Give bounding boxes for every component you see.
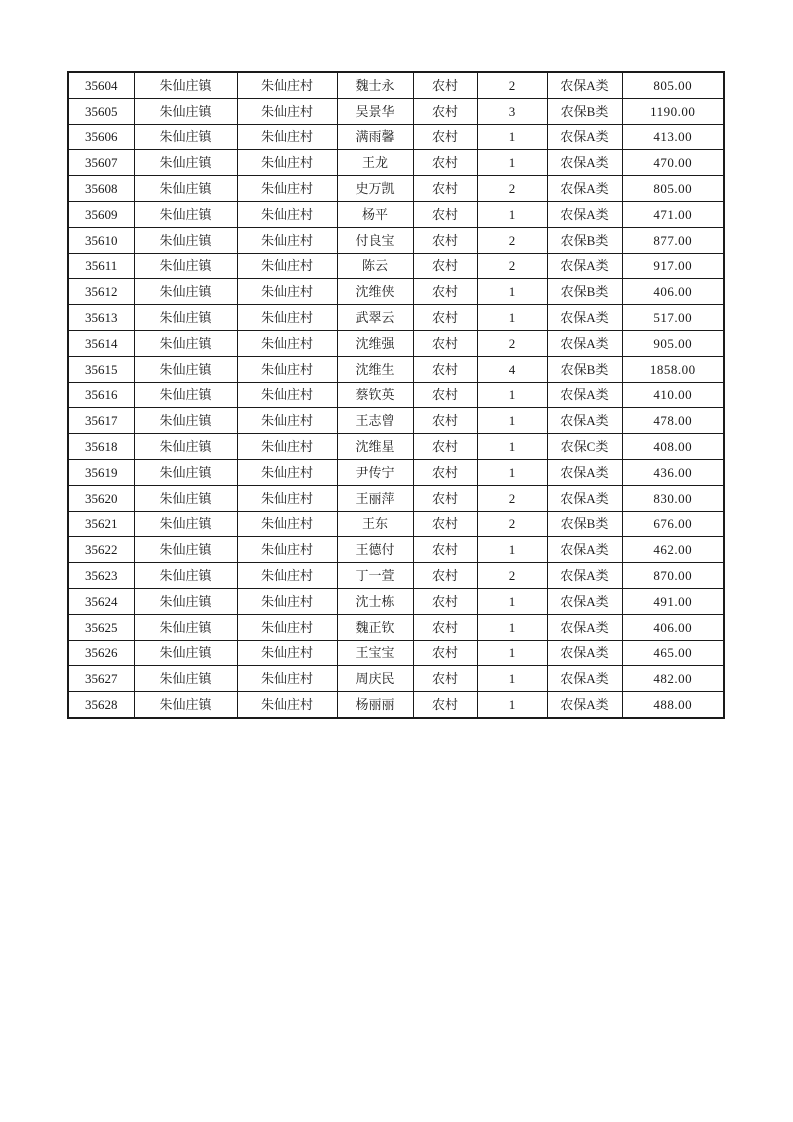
cell-person-count: 2 [477,330,547,356]
table-row [68,563,724,589]
cell-name: 魏士永 [337,72,413,98]
cell-insurance-category: 农保B类 [547,279,622,305]
cell-name: 沈维星 [337,434,413,460]
cell-person-count: 2 [477,511,547,537]
cell-village: 朱仙庄村 [237,537,337,563]
table-row [68,98,724,124]
cell-town: 朱仙庄镇 [134,537,237,563]
cell-village: 朱仙庄村 [237,640,337,666]
cell-person-count: 1 [477,434,547,460]
cell-household-type: 农村 [413,537,477,563]
cell-person-count: 2 [477,253,547,279]
cell-name: 杨平 [337,201,413,227]
table-row [68,150,724,176]
cell-village: 朱仙庄村 [237,330,337,356]
cell-amount: 413.00 [622,124,724,150]
cell-record-id: 35613 [68,305,134,331]
cell-household-type: 农村 [413,408,477,434]
cell-person-count: 1 [477,408,547,434]
cell-person-count: 1 [477,640,547,666]
cell-village: 朱仙庄村 [237,563,337,589]
cell-household-type: 农村 [413,227,477,253]
cell-village: 朱仙庄村 [237,588,337,614]
cell-town: 朱仙庄镇 [134,150,237,176]
cell-amount: 471.00 [622,201,724,227]
cell-village: 朱仙庄村 [237,150,337,176]
table-row [68,434,724,460]
cell-household-type: 农村 [413,563,477,589]
cell-amount: 830.00 [622,485,724,511]
cell-village: 朱仙庄村 [237,305,337,331]
table-row [68,640,724,666]
cell-name: 蔡钦英 [337,382,413,408]
cell-village: 朱仙庄村 [237,176,337,202]
cell-insurance-category: 农保A类 [547,640,622,666]
cell-name: 王龙 [337,150,413,176]
cell-household-type: 农村 [413,459,477,485]
cell-person-count: 1 [477,459,547,485]
cell-record-id: 35607 [68,150,134,176]
cell-village: 朱仙庄村 [237,459,337,485]
cell-amount: 478.00 [622,408,724,434]
cell-town: 朱仙庄镇 [134,330,237,356]
cell-insurance-category: 农保A类 [547,201,622,227]
cell-town: 朱仙庄镇 [134,253,237,279]
cell-amount: 406.00 [622,614,724,640]
cell-town: 朱仙庄镇 [134,279,237,305]
table-row [68,253,724,279]
cell-insurance-category: 农保A类 [547,330,622,356]
table-row [68,408,724,434]
cell-record-id: 35627 [68,666,134,692]
cell-village: 朱仙庄村 [237,382,337,408]
cell-town: 朱仙庄镇 [134,98,237,124]
cell-record-id: 35624 [68,588,134,614]
table-row [68,614,724,640]
cell-village: 朱仙庄村 [237,72,337,98]
cell-town: 朱仙庄镇 [134,382,237,408]
cell-name: 尹传宁 [337,459,413,485]
cell-town: 朱仙庄镇 [134,459,237,485]
table-row [68,537,724,563]
cell-town: 朱仙庄镇 [134,588,237,614]
cell-amount: 917.00 [622,253,724,279]
cell-town: 朱仙庄镇 [134,614,237,640]
cell-amount: 408.00 [622,434,724,460]
cell-household-type: 农村 [413,98,477,124]
table-body [68,72,724,718]
cell-village: 朱仙庄村 [237,408,337,434]
table-row [68,227,724,253]
cell-record-id: 35616 [68,382,134,408]
cell-town: 朱仙庄镇 [134,124,237,150]
cell-record-id: 35628 [68,692,134,718]
cell-record-id: 35618 [68,434,134,460]
cell-person-count: 1 [477,382,547,408]
cell-name: 沈维强 [337,330,413,356]
cell-household-type: 农村 [413,279,477,305]
cell-name: 王志曾 [337,408,413,434]
cell-insurance-category: 农保A类 [547,692,622,718]
cell-household-type: 农村 [413,330,477,356]
cell-record-id: 35619 [68,459,134,485]
table-row [68,124,724,150]
cell-town: 朱仙庄镇 [134,511,237,537]
cell-insurance-category: 农保A类 [547,485,622,511]
cell-record-id: 35615 [68,356,134,382]
cell-name: 沈维侠 [337,279,413,305]
cell-amount: 491.00 [622,588,724,614]
cell-person-count: 3 [477,98,547,124]
table-row [68,666,724,692]
cell-name: 王东 [337,511,413,537]
cell-amount: 905.00 [622,330,724,356]
cell-town: 朱仙庄镇 [134,201,237,227]
cell-town: 朱仙庄镇 [134,434,237,460]
cell-name: 王丽萍 [337,485,413,511]
cell-name: 满雨馨 [337,124,413,150]
table-row [68,72,724,98]
cell-name: 周庆民 [337,666,413,692]
cell-town: 朱仙庄镇 [134,356,237,382]
cell-amount: 436.00 [622,459,724,485]
cell-household-type: 农村 [413,72,477,98]
cell-person-count: 1 [477,124,547,150]
cell-amount: 805.00 [622,176,724,202]
cell-household-type: 农村 [413,124,477,150]
cell-village: 朱仙庄村 [237,511,337,537]
cell-record-id: 35614 [68,330,134,356]
table-row [68,356,724,382]
cell-village: 朱仙庄村 [237,124,337,150]
cell-amount: 470.00 [622,150,724,176]
cell-insurance-category: 农保A类 [547,305,622,331]
cell-household-type: 农村 [413,511,477,537]
cell-household-type: 农村 [413,253,477,279]
cell-amount: 517.00 [622,305,724,331]
cell-person-count: 2 [477,227,547,253]
cell-household-type: 农村 [413,382,477,408]
cell-household-type: 农村 [413,201,477,227]
cell-insurance-category: 农保A类 [547,537,622,563]
cell-record-id: 35625 [68,614,134,640]
cell-town: 朱仙庄镇 [134,666,237,692]
cell-town: 朱仙庄镇 [134,176,237,202]
payment-records-table [67,71,725,719]
table-row [68,511,724,537]
cell-record-id: 35617 [68,408,134,434]
cell-person-count: 2 [477,176,547,202]
cell-person-count: 1 [477,614,547,640]
cell-person-count: 1 [477,201,547,227]
cell-household-type: 农村 [413,150,477,176]
cell-village: 朱仙庄村 [237,227,337,253]
cell-amount: 488.00 [622,692,724,718]
cell-insurance-category: 农保A类 [547,408,622,434]
cell-village: 朱仙庄村 [237,692,337,718]
cell-amount: 676.00 [622,511,724,537]
cell-town: 朱仙庄镇 [134,485,237,511]
cell-village: 朱仙庄村 [237,279,337,305]
cell-record-id: 35609 [68,201,134,227]
cell-insurance-category: 农保A类 [547,588,622,614]
cell-name: 魏正钦 [337,614,413,640]
cell-village: 朱仙庄村 [237,485,337,511]
cell-village: 朱仙庄村 [237,666,337,692]
cell-insurance-category: 农保A类 [547,666,622,692]
cell-amount: 406.00 [622,279,724,305]
cell-person-count: 4 [477,356,547,382]
cell-person-count: 1 [477,537,547,563]
table-row [68,588,724,614]
cell-insurance-category: 农保C类 [547,434,622,460]
cell-person-count: 2 [477,485,547,511]
cell-amount: 462.00 [622,537,724,563]
cell-record-id: 35623 [68,563,134,589]
cell-town: 朱仙庄镇 [134,227,237,253]
cell-record-id: 35610 [68,227,134,253]
cell-record-id: 35605 [68,98,134,124]
cell-name: 沈维生 [337,356,413,382]
cell-insurance-category: 农保B类 [547,356,622,382]
cell-village: 朱仙庄村 [237,201,337,227]
cell-person-count: 2 [477,563,547,589]
cell-village: 朱仙庄村 [237,356,337,382]
cell-record-id: 35606 [68,124,134,150]
table-row [68,305,724,331]
cell-town: 朱仙庄镇 [134,72,237,98]
cell-town: 朱仙庄镇 [134,305,237,331]
cell-person-count: 2 [477,72,547,98]
cell-insurance-category: 农保B类 [547,227,622,253]
cell-amount: 482.00 [622,666,724,692]
cell-person-count: 1 [477,305,547,331]
cell-person-count: 1 [477,666,547,692]
cell-town: 朱仙庄镇 [134,692,237,718]
table-row [68,692,724,718]
cell-name: 沈士栋 [337,588,413,614]
cell-insurance-category: 农保A类 [547,382,622,408]
cell-insurance-category: 农保A类 [547,253,622,279]
cell-amount: 465.00 [622,640,724,666]
cell-amount: 1858.00 [622,356,724,382]
cell-insurance-category: 农保A类 [547,150,622,176]
cell-amount: 870.00 [622,563,724,589]
cell-amount: 1190.00 [622,98,724,124]
table-row [68,459,724,485]
cell-person-count: 1 [477,279,547,305]
table-row [68,176,724,202]
cell-record-id: 35621 [68,511,134,537]
cell-village: 朱仙庄村 [237,614,337,640]
cell-insurance-category: 农保A类 [547,124,622,150]
cell-household-type: 农村 [413,176,477,202]
cell-household-type: 农村 [413,485,477,511]
cell-household-type: 农村 [413,588,477,614]
cell-household-type: 农村 [413,305,477,331]
cell-record-id: 35626 [68,640,134,666]
table-row [68,279,724,305]
cell-record-id: 35604 [68,72,134,98]
cell-record-id: 35611 [68,253,134,279]
cell-record-id: 35622 [68,537,134,563]
table-row [68,201,724,227]
cell-amount: 805.00 [622,72,724,98]
cell-record-id: 35612 [68,279,134,305]
cell-amount: 410.00 [622,382,724,408]
cell-person-count: 1 [477,692,547,718]
cell-name: 杨丽丽 [337,692,413,718]
cell-insurance-category: 农保B类 [547,511,622,537]
cell-town: 朱仙庄镇 [134,640,237,666]
cell-household-type: 农村 [413,434,477,460]
cell-name: 丁一萱 [337,563,413,589]
cell-village: 朱仙庄村 [237,98,337,124]
cell-name: 陈云 [337,253,413,279]
table-row [68,485,724,511]
cell-household-type: 农村 [413,356,477,382]
cell-insurance-category: 农保B类 [547,98,622,124]
cell-insurance-category: 农保A类 [547,72,622,98]
cell-person-count: 1 [477,588,547,614]
cell-household-type: 农村 [413,614,477,640]
cell-household-type: 农村 [413,666,477,692]
table-row [68,382,724,408]
cell-insurance-category: 农保A类 [547,614,622,640]
cell-record-id: 35620 [68,485,134,511]
cell-name: 王宝宝 [337,640,413,666]
cell-town: 朱仙庄镇 [134,563,237,589]
cell-village: 朱仙庄村 [237,434,337,460]
cell-household-type: 农村 [413,692,477,718]
cell-insurance-category: 农保A类 [547,176,622,202]
cell-name: 王德付 [337,537,413,563]
cell-amount: 877.00 [622,227,724,253]
cell-village: 朱仙庄村 [237,253,337,279]
cell-town: 朱仙庄镇 [134,408,237,434]
cell-name: 史万凯 [337,176,413,202]
table-row [68,330,724,356]
cell-insurance-category: 农保A类 [547,459,622,485]
cell-insurance-category: 农保A类 [547,563,622,589]
cell-name: 武翠云 [337,305,413,331]
cell-record-id: 35608 [68,176,134,202]
cell-household-type: 农村 [413,640,477,666]
cell-person-count: 1 [477,150,547,176]
cell-name: 吴景华 [337,98,413,124]
cell-name: 付良宝 [337,227,413,253]
